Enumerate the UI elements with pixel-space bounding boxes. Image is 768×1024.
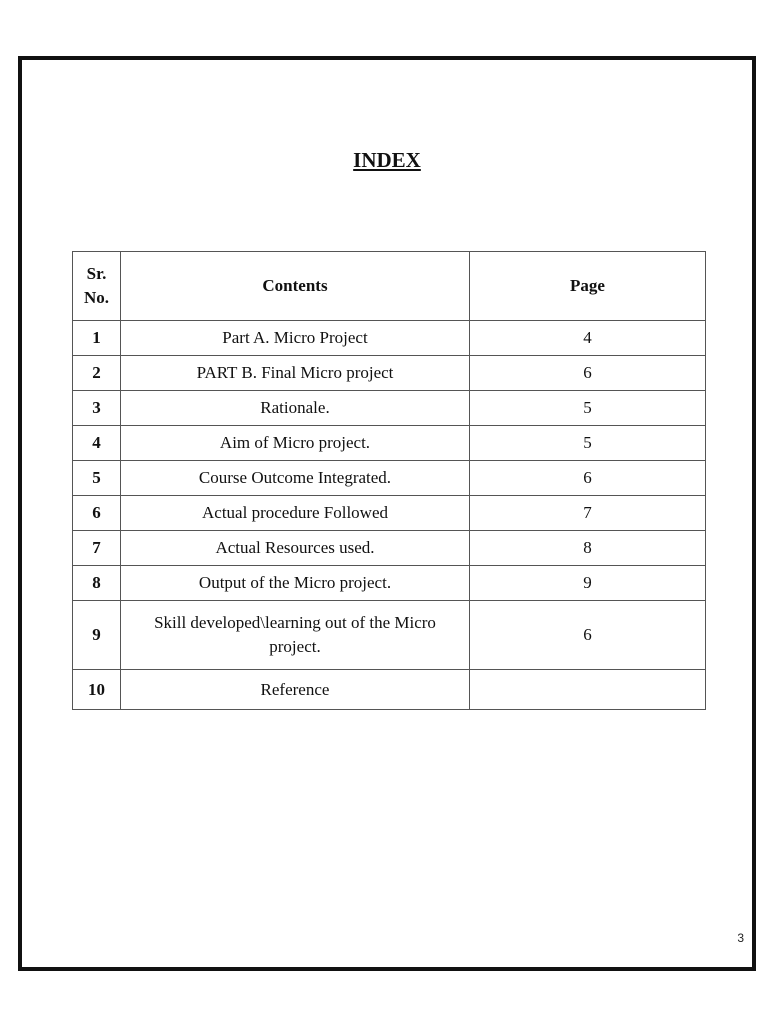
header-sr-no: Sr. No. (73, 252, 121, 321)
page-number: 3 (737, 931, 744, 945)
table-row (73, 391, 706, 426)
table-row (73, 601, 706, 670)
row-sr: 5 (73, 461, 121, 496)
row-sr: 1 (73, 321, 121, 356)
table-row (73, 356, 706, 391)
row-sr: 10 (73, 670, 121, 710)
row-contents: Actual Resources used. (121, 531, 470, 566)
row-contents: PART B. Final Micro project (121, 356, 470, 391)
row-contents: Skill developed\learning out of the Micro project. (121, 601, 470, 670)
row-page: 4 (470, 321, 706, 356)
row-contents: Aim of Micro project. (121, 426, 470, 461)
page-title: INDEX (353, 148, 421, 172)
table-row (73, 670, 706, 710)
row-page: 8 (470, 531, 706, 566)
header-page: Page (470, 252, 706, 321)
row-sr: 6 (73, 496, 121, 531)
row-sr: 4 (73, 426, 121, 461)
table-row (73, 531, 706, 566)
table-row (73, 461, 706, 496)
row-sr: 8 (73, 566, 121, 601)
row-page: 5 (470, 391, 706, 426)
table-row (73, 566, 706, 601)
row-contents: Output of the Micro project. (121, 566, 470, 601)
row-contents: Reference (121, 670, 470, 710)
index-table (72, 251, 706, 710)
table-row (73, 496, 706, 531)
row-sr: 7 (73, 531, 121, 566)
row-page: 5 (470, 426, 706, 461)
row-page: 7 (470, 496, 706, 531)
table-row (73, 321, 706, 356)
row-contents: Actual procedure Followed (121, 496, 470, 531)
row-sr: 3 (73, 391, 121, 426)
row-page (470, 670, 706, 710)
row-contents: Rationale. (121, 391, 470, 426)
page-border (18, 56, 756, 971)
row-page: 9 (470, 566, 706, 601)
table-row (73, 426, 706, 461)
row-contents: Part A. Micro Project (121, 321, 470, 356)
row-sr: 9 (73, 601, 121, 670)
table-header-row (73, 252, 706, 321)
row-page: 6 (470, 461, 706, 496)
row-page: 6 (470, 356, 706, 391)
row-page: 6 (470, 601, 706, 670)
row-sr: 2 (73, 356, 121, 391)
header-contents: Contents (121, 252, 470, 321)
row-contents: Course Outcome Integrated. (121, 461, 470, 496)
